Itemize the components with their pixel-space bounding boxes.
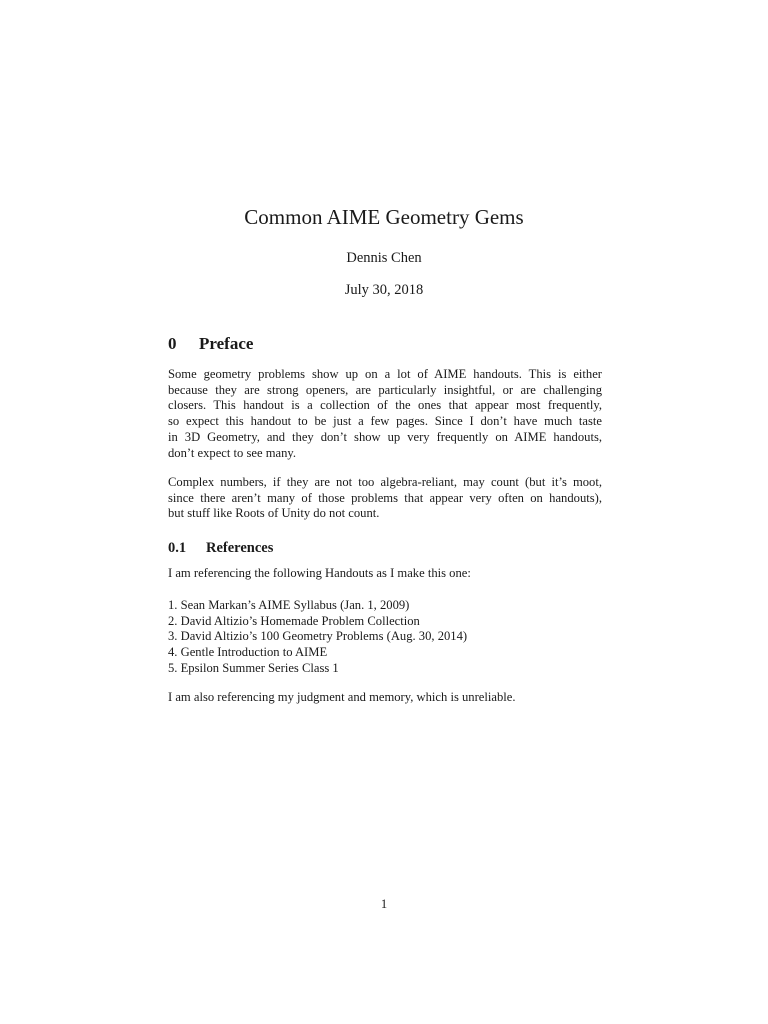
paragraph-line: Complex numbers, if they are not too algebra-reliant, may count (but it’s moot,: [168, 475, 602, 489]
section-title: Preface: [199, 334, 254, 353]
paragraph-line: because they are strong openers, are particularly insightful, or are challenging: [168, 382, 602, 397]
list-item: 2. David Altizio’s Homemade Problem Collection: [168, 613, 420, 628]
paragraph-line: since there aren’t many of those problems that appear very often on handouts),: [168, 490, 602, 505]
paragraph-line: Some geometry problems show up on a lot of AIME handouts. This is either: [168, 367, 602, 381]
list-item: 5. Epsilon Summer Series Class 1: [168, 660, 339, 675]
preface-paragraph-1: [168, 367, 602, 461]
page-number: 1: [380, 897, 388, 911]
references-closing: I am also referencing my judgment and memory, which is unreliable.: [168, 690, 516, 704]
paragraph-line: in 3D Geometry, and they don’t show up very frequently on AIME handouts,: [168, 429, 602, 444]
list-item: 1. Sean Markan’s AIME Syllabus (Jan. 1, 2009): [168, 598, 410, 612]
references-intro: I am referencing the following Handouts as I make this one:: [168, 566, 471, 580]
section-number: 0: [168, 334, 177, 353]
document-title: Common AIME Geometry Gems: [244, 205, 524, 229]
subsection-title: References: [206, 540, 274, 556]
list-item: 4. Gentle Introduction to AIME: [168, 645, 328, 660]
document-date: July 30, 2018: [344, 282, 424, 298]
paragraph-line: closers. This handout is a collection of the ones that appear most frequently,: [168, 398, 602, 413]
list-item: 3. David Altizio’s 100 Geometry Problems (Aug. 30, 2014): [168, 629, 468, 644]
section-heading-preface: [168, 334, 253, 354]
preface-paragraph-2: [168, 475, 602, 522]
paragraph-line: don’t expect to see many.: [168, 445, 296, 460]
references-list: [168, 598, 467, 677]
subsection-number: 0.1: [168, 540, 187, 556]
paragraph-line: but stuff like Roots of Unity do not count.: [168, 506, 380, 521]
paragraph-line: so expect this handout to be just a few pages. Since I don’t have much taste: [168, 414, 602, 429]
subsection-heading-references: [168, 540, 273, 557]
document-author: Dennis Chen: [346, 250, 422, 266]
